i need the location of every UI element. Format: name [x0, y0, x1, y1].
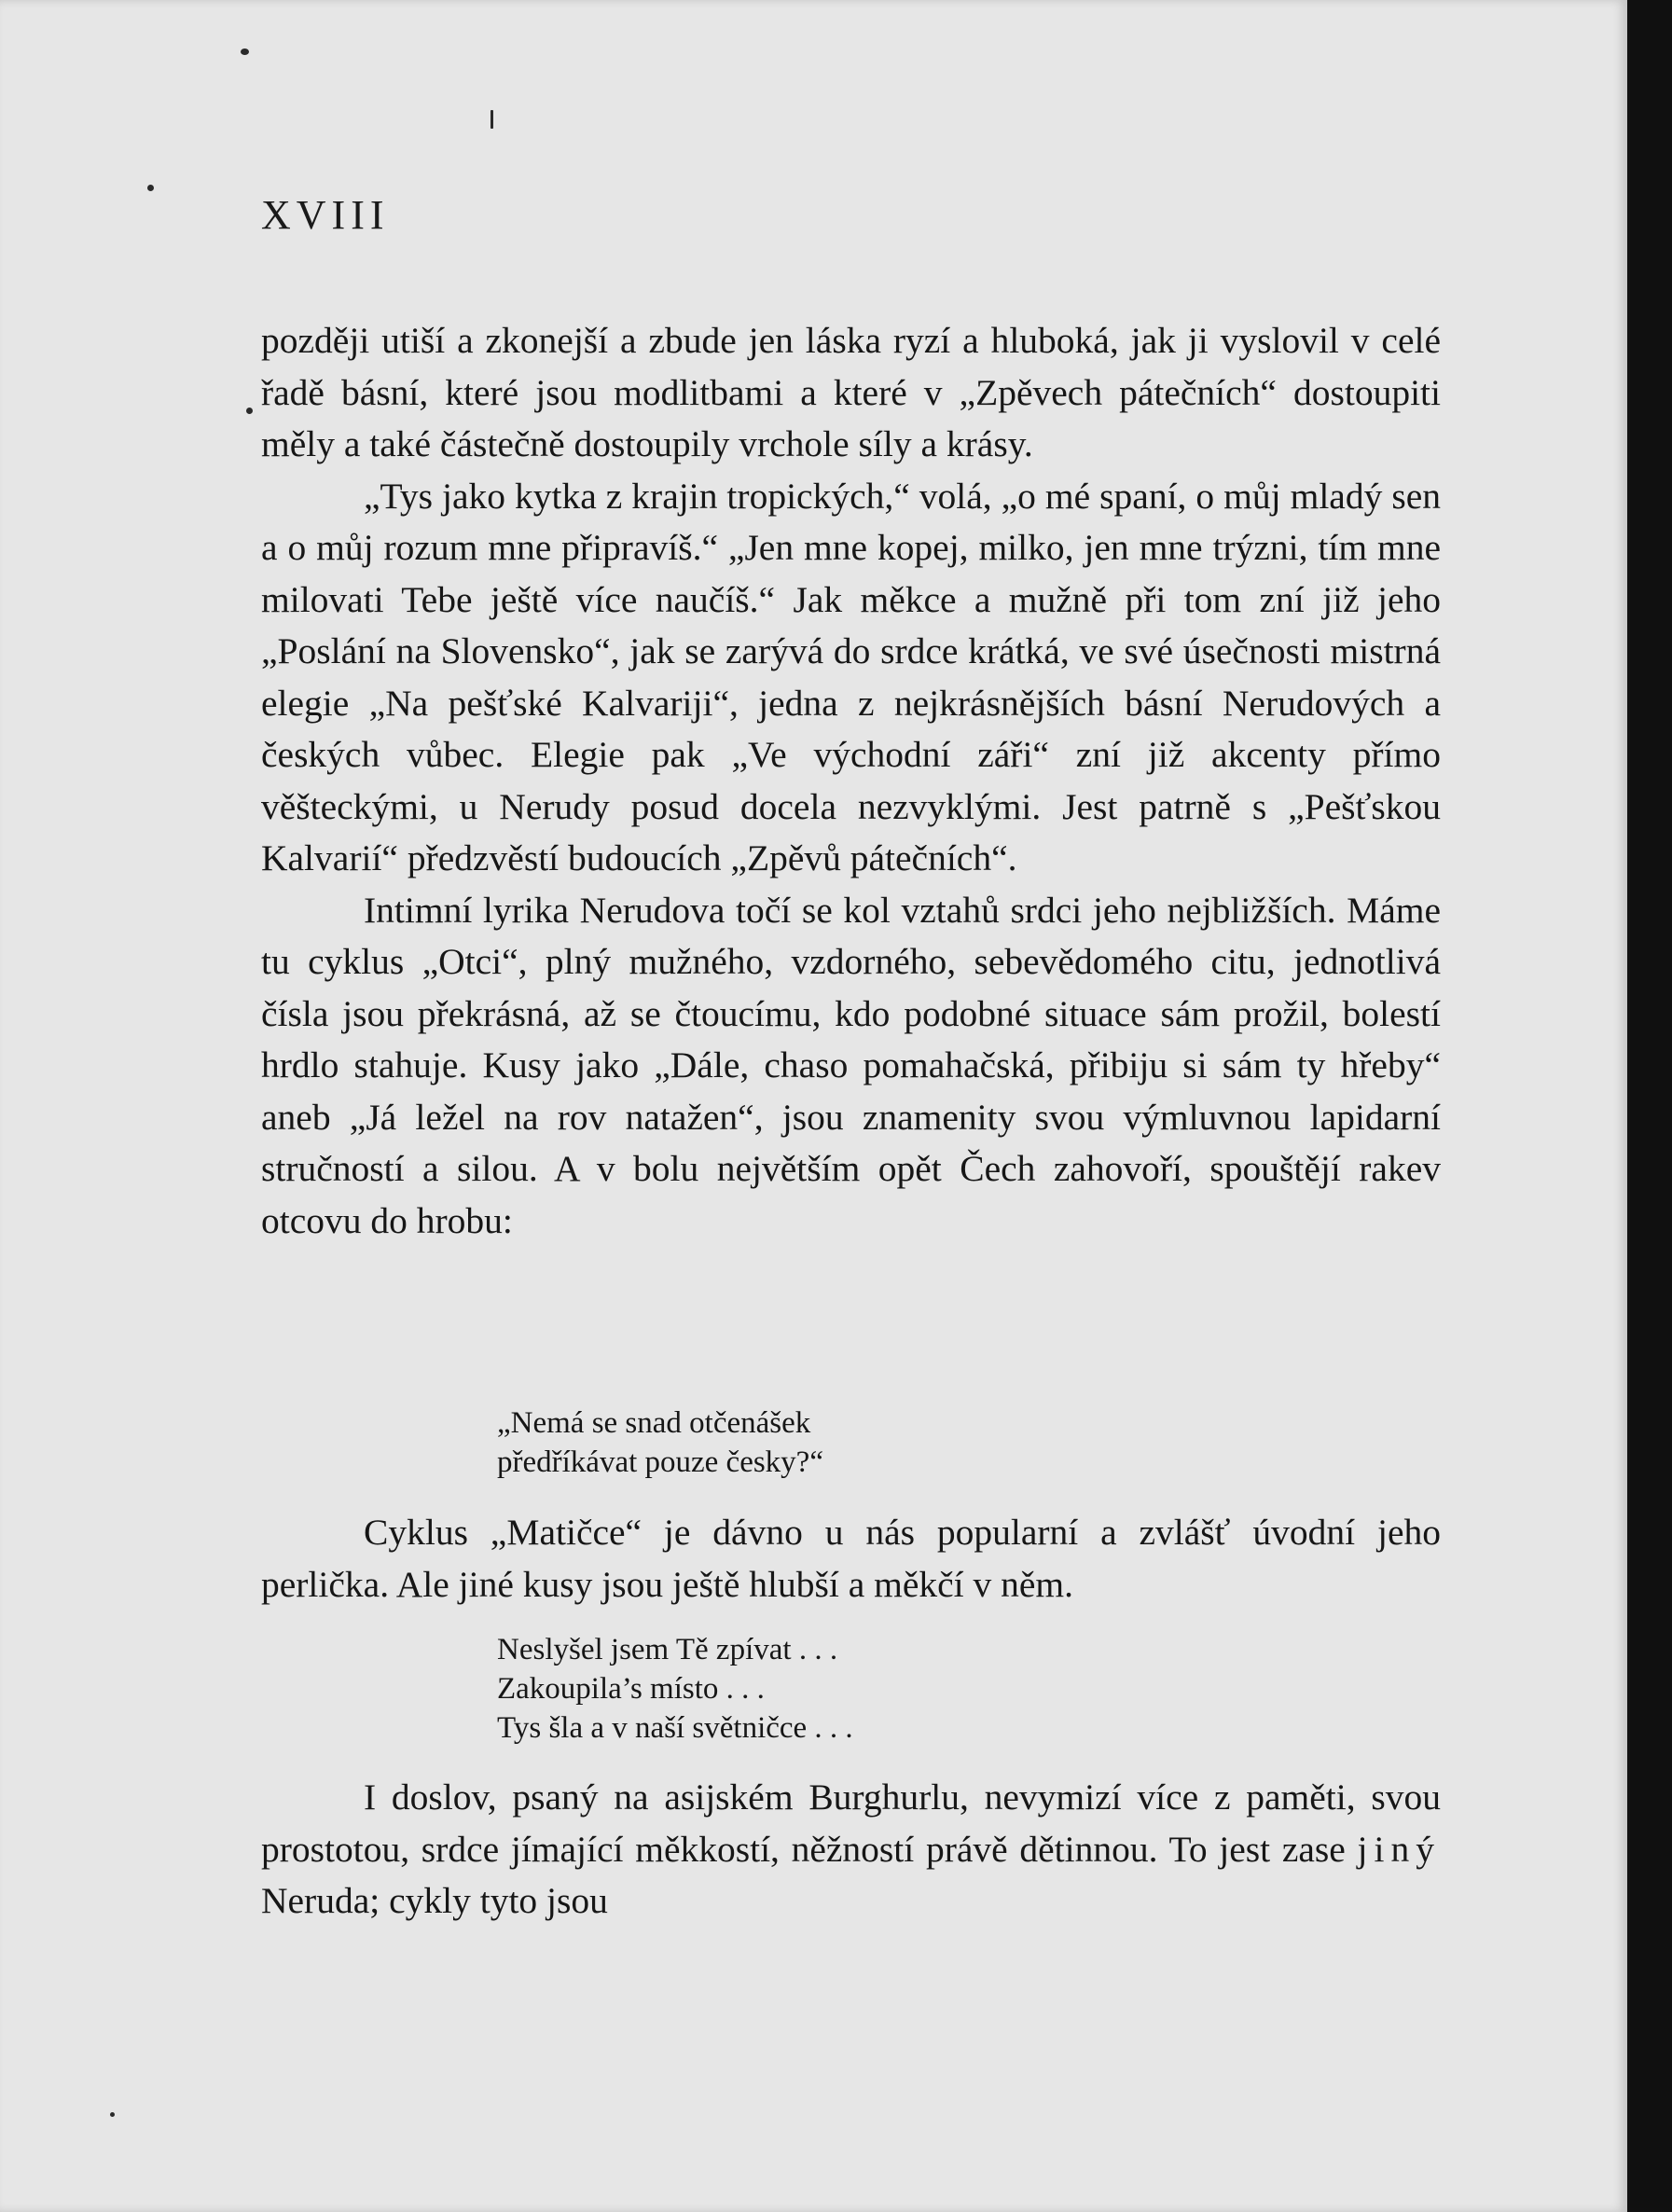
page-number: XVIII [261, 192, 390, 238]
print-speck [241, 48, 249, 55]
verse-line: Zakoupila’s místo . . . [497, 1672, 765, 1706]
verse-line: Neslyšel jsem Tě zpívat . . . [497, 1633, 838, 1666]
paragraph-5-end: Neruda; cykly tyto jsou [261, 1880, 608, 1921]
verse-excerpt-2 [497, 1630, 853, 1748]
paragraph-5-block [261, 1772, 1441, 1928]
print-speck [491, 110, 493, 129]
print-speck [246, 408, 253, 414]
scan-border [1627, 0, 1672, 2212]
paragraph-2: „Tys jako kytka z krajin tropických,“ volá, „o mé spaní, o můj mladý sen a o můj rozum mne připravíš.“ „Jen mne kopej, milko, jen mne trýzni, tím mne milovati Tebe ještě více naučíš.“ Jak měkce a mužně při tom zní již jeho „Poslání na Slovensko“, jak se zarývá do srdce krátká, ve své úsečnosti mistrná elegie „Na pešťské Kalvariji“, jedna z nejkrásnějších básní Nerudových a českých vůbec. Elegie pak „Ve východní záři“ zní již akcenty přímo věšteckými, u Nerudy posud docela nezvyklými. Jest patrně s „Pešťskou Kalvarií“ předzvěstí budoucích „Zpěvů pátečních“. [261, 475, 1441, 878]
paragraph-3: Intimní lyrika Nerudova točí se kol vztahů srdci jeho nejbližších. Máme tu cyklus „Otci“, plný mužného, vzdorného, sebevědomého citu, jednotlivá čísla jsou překrásná, až se čtoucímu, kdo podobné situace sám prožil, bolestí hrdlo stahuje. Kusy jako „Dále, chaso pomahačská, přibiju si sám ty hřeby“ aneb „Já ležel na rov natažen“, jsou znamenity svou výmluvnou lapidarní stručností a silou. A v bolu největším opět Čech zahovoří, spouštějí rakev otcovu do hrobu: [261, 889, 1441, 1241]
emphasized-word: jiný [1357, 1828, 1441, 1870]
verse-line: Tys šla a v naší světničce . . . [497, 1711, 853, 1745]
paragraph-5 [261, 1772, 1441, 1928]
paragraph-5-start: I doslov, psaný na asijském Burghurlu, nevymizí více z paměti, svou prostotou, srdce jímající měkkostí, něžností právě dětinnou. To jest zase [261, 1777, 1441, 1870]
print-speck [147, 185, 154, 191]
print-speck [110, 2112, 115, 2117]
paragraph-1: později utiší a zkonejší a zbude jen láska ryzí a hluboká, jak ji vyslovil v celé řadě básní, které jsou modlitbami a které v „Zpěvech pátečních“ dostoupiti měly a také částečně dostoupily vrchole síly a krásy. [261, 320, 1441, 464]
verse-line: předříkávat pouze česky?“ [497, 1445, 823, 1479]
body-text-top [261, 315, 1441, 1247]
verse-line: „Nemá se snad otčenášek [497, 1406, 811, 1440]
verse-excerpt-1 [497, 1403, 823, 1482]
paragraph-4: Cyklus „Matičce“ je dávno u nás popularní a zvlášť úvodní jeho perlička. Ale jiné kusy jsou ještě hlubší a měkčí v něm. [261, 1512, 1441, 1605]
